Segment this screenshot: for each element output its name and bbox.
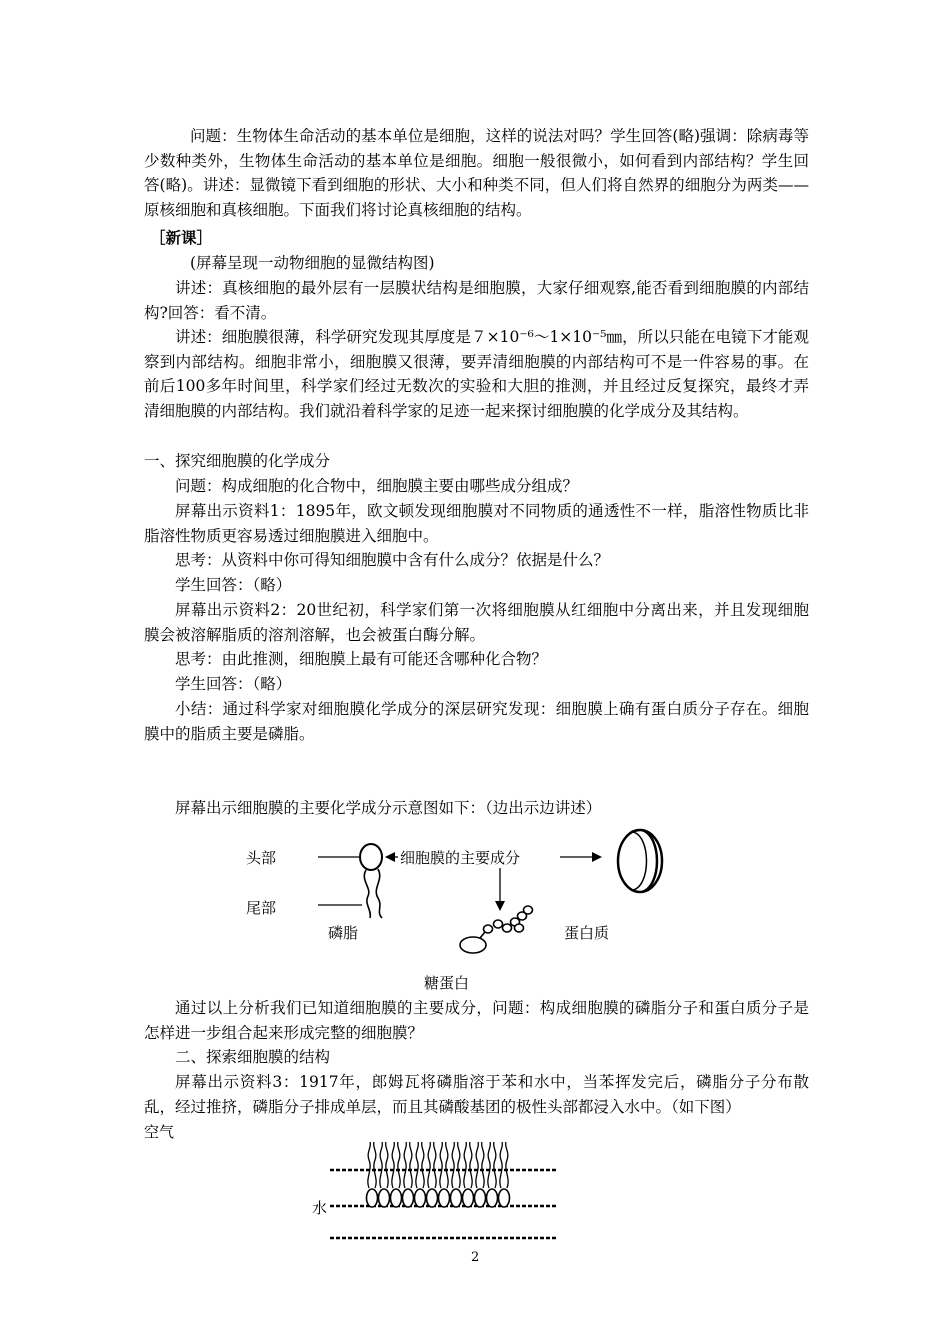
label-tail: 尾部	[246, 899, 277, 917]
paragraph-membrane-thickness: 讲述：细胞膜很薄，科学研究发现其厚度是７×10⁻⁶～1×10⁻⁵㎜，所以只能在电镜下才能观察到内部结构。细胞非常小，细胞膜又很薄，要弄清细胞膜的内部结构可不是一件容易的事。在前后100多年时间里，科学家们经过无数次的实验和大胆的推测，并且经过反复探究，最终才弄清细胞膜的内部结构。我们就沿着科学家的足迹一起来探讨细胞膜的化学成分及其结构。	[144, 328, 809, 420]
diagram-intro: 屏幕出示细胞膜的主要化学成分示意图如下：（边出示边讲述）	[175, 799, 602, 817]
label-phospholipid: 磷脂	[328, 924, 359, 942]
phospholipid-molecule	[379, 1142, 390, 1207]
material-1: 屏幕出示资料1：1895年，欧文顿发现细胞膜对不同物质的通透性不一样，脂溶性物质比非脂溶性物质更容易透过细胞膜进入细胞中。	[144, 502, 809, 545]
section-1-heading: 一、探究细胞膜的化学成分	[144, 452, 331, 470]
screen-note-1: (屏幕呈现一动物细胞的显微结构图)	[190, 254, 435, 272]
section-2-heading: 二、探索细胞膜的结构	[175, 1048, 331, 1066]
question-1: 问题：构成细胞的化合物中，细胞膜主要由哪些成分组成？	[175, 477, 579, 495]
phospholipid-molecule	[391, 1142, 402, 1207]
page-number: 2	[471, 1250, 480, 1265]
material-3: 屏幕出示资料3：1917年，郎姆瓦将磷脂溶于苯和水中，当苯挥发完后，磷脂分子分布散乱，经过推挤，磷脂分子排成单层，而且其磷酸基团的极性头部都浸入水中。（如下图）	[144, 1073, 809, 1116]
material-2: 屏幕出示资料2：20世纪初，科学家们第一次将细胞膜从红细胞中分离出来，并且发现细胞膜会被溶解脂质的溶剂溶解，也会被蛋白酶分解。	[144, 601, 809, 644]
phospholipid-molecule	[499, 1142, 510, 1207]
phospholipid-molecule	[439, 1142, 450, 1207]
label-glycoprotein: 糖蛋白	[424, 974, 470, 992]
label-water: 水	[312, 1199, 328, 1217]
label-air: 空气	[144, 1123, 175, 1141]
phospholipid-molecule	[487, 1142, 498, 1207]
phospholipid-molecule	[427, 1142, 438, 1207]
phospholipid-molecule	[403, 1142, 414, 1207]
paragraph-combine-question: 通过以上分析我们已知道细胞膜的主要成分，问题：构成细胞膜的磷脂分子和蛋白质分子是怎样进一步组合起来形成完整的细胞膜？	[144, 999, 809, 1042]
phospholipid-molecule	[451, 1142, 462, 1207]
answer-2: 学生回答：（略）	[175, 675, 292, 693]
label-main-components: 细胞膜的主要成分	[400, 849, 521, 867]
paragraph-intro: 问题：生物体生命活动的基本单位是细胞，这样的说法对吗？学生回答(略)强调：除病毒等少数种类外，生物体生命活动的基本单位是细胞。细胞一般很微小，如何看到内部结构？学生回答(略)。讲述：显微镜下看到细胞的形状、大小和种类不同，但人们将自然界的细胞分为两类——原核细胞和真核细胞。下面我们将讨论真核细胞的结构。	[144, 127, 809, 219]
phospholipid-molecule	[415, 1142, 426, 1207]
paragraph-outer-membrane: 讲述：真核细胞的最外层有一层膜状结构是细胞膜，大家仔细观察,能否看到细胞膜的内部结构?回答：看不清。	[144, 279, 809, 322]
think-2: 思考：由此推测，细胞膜上最有可能还含哪种化合物？	[175, 650, 548, 668]
label-protein: 蛋白质	[564, 924, 610, 942]
phospholipid-molecule	[367, 1142, 378, 1207]
new-lesson-heading: ［新课］	[150, 228, 213, 247]
phospholipid-molecule	[475, 1142, 486, 1207]
phospholipid-molecule	[463, 1142, 474, 1207]
answer-1: 学生回答：（略）	[175, 576, 292, 594]
think-1: 思考：从资料中你可得知细胞膜中含有什么成分？依据是什么？	[175, 551, 610, 569]
summary: 小结：通过科学家对细胞膜化学成分的深层研究发现：细胞膜上确有蛋白质分子存在。细胞膜中的脂质主要是磷脂。	[144, 700, 809, 743]
label-head: 头部	[246, 849, 277, 867]
